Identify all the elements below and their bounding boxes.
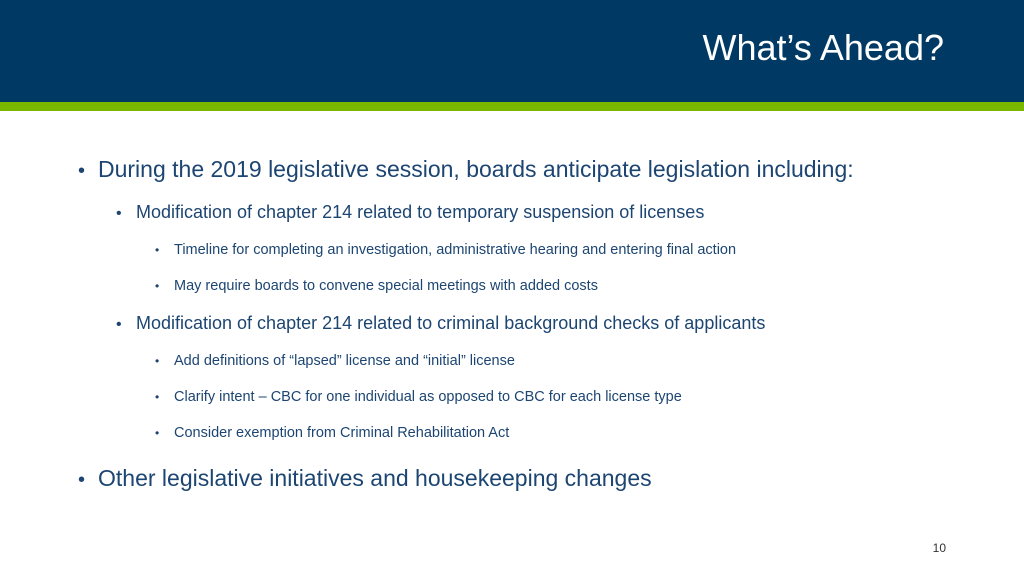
bullet-dot: •: [155, 243, 160, 257]
bullet-level1: [78, 156, 854, 183]
bullet-text: Modification of chapter 214 related to temporary suspension of licenses: [136, 202, 705, 222]
bullet-text: Add definitions of “lapsed” license and “initial” license: [174, 353, 515, 369]
bullet-text: Timeline for completing an investigation, administrative hearing and entering final action: [174, 242, 737, 258]
bullet-dot: •: [116, 316, 122, 333]
bullet-text: During the 2019 legislative session, boards anticipate legislation including:: [98, 156, 854, 182]
bullet-level3: [155, 278, 598, 294]
bullet-dot: •: [78, 160, 86, 182]
bullet-dot: •: [155, 390, 160, 404]
bullet-text: May require boards to convene special meetings with added costs: [174, 278, 598, 294]
bullet-text: Consider exemption from Criminal Rehabilitation Act: [174, 425, 510, 441]
bullet-level3: [155, 353, 515, 369]
page-number: 10: [932, 541, 946, 555]
accent-bar: [0, 102, 1024, 111]
bullet-level3: [155, 389, 682, 405]
bullet-text: Clarify intent – CBC for one individual as opposed to CBC for each license type: [174, 389, 682, 405]
bullet-dot: •: [155, 279, 160, 293]
bullet-level1: [78, 465, 652, 492]
slide-header: [0, 0, 1024, 102]
slide-title: What’s Ahead?: [702, 27, 944, 68]
bullet-dot: •: [155, 354, 160, 368]
bullet-level3: [155, 425, 509, 441]
bullet-text: Modification of chapter 214 related to criminal background checks of applicants: [136, 313, 766, 333]
bullet-dot: •: [78, 469, 86, 491]
bullet-level3: [155, 242, 736, 258]
bullet-level2: [116, 313, 765, 334]
bullet-text: Other legislative initiatives and housekeeping changes: [98, 465, 652, 491]
bullet-dot: •: [155, 426, 160, 440]
bullet-level2: [116, 202, 704, 223]
bullet-dot: •: [116, 205, 122, 222]
